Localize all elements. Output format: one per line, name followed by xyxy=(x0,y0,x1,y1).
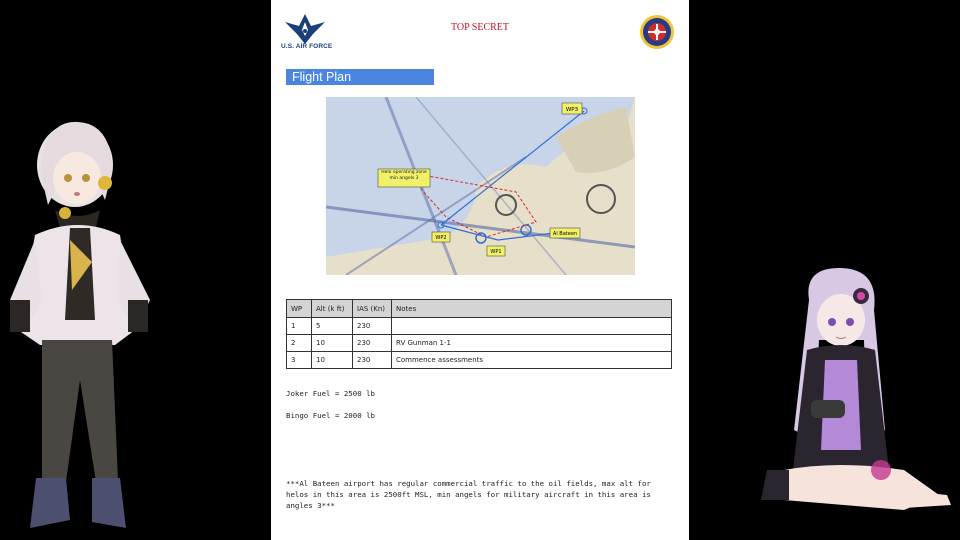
column-header-wp: WP xyxy=(287,300,312,318)
cell-notes: RV Gunman 1-1 xyxy=(392,335,672,352)
document-page xyxy=(271,0,689,540)
cell-wp: 1 xyxy=(287,318,312,335)
cell-alt: 10 xyxy=(312,352,353,369)
map-label-wp2: WP2 xyxy=(435,235,447,241)
table-row xyxy=(287,335,672,352)
standing-anime-character-icon xyxy=(0,0,271,540)
cell-alt: 5 xyxy=(312,318,353,335)
classification-label: TOP SECRET xyxy=(450,22,510,33)
air-force-logo-text: U.S. AIR FORCE xyxy=(281,43,333,50)
section-title: Flight Plan xyxy=(286,69,434,85)
cell-notes xyxy=(392,318,672,335)
map-label-wp1: WP1 xyxy=(490,249,502,255)
cell-ias: 230 xyxy=(353,335,392,352)
footnote-text: ***Al Bateen airport has regular commercial traffic to the oil fields, max alt for helos in this area is 2500ft MSL, min angels for military aircraft in this area is angles 3*** xyxy=(286,479,651,510)
left-sidebar xyxy=(0,0,271,540)
table-row xyxy=(287,352,672,369)
column-header-ias: IAS (Kn) xyxy=(353,300,392,318)
map-label-helo-zone: Helo operating zone min angels 3 xyxy=(381,170,427,181)
table-header-row xyxy=(287,300,672,318)
right-sidebar xyxy=(689,0,960,540)
column-header-alt: Alt (k ft) xyxy=(312,300,353,318)
map-label-wp3: WP3 xyxy=(565,107,579,113)
squadron-patch-icon xyxy=(639,12,675,52)
waypoint-table xyxy=(286,299,672,369)
column-header-notes: Notes xyxy=(392,300,672,318)
kneeling-anime-character-icon xyxy=(689,0,960,540)
cell-ias: 230 xyxy=(353,352,392,369)
cell-wp: 3 xyxy=(287,352,312,369)
cell-ias: 230 xyxy=(353,318,392,335)
cell-wp: 2 xyxy=(287,335,312,352)
bingo-fuel-text: Bingo Fuel = 2000 lb xyxy=(286,411,375,420)
joker-fuel-text: Joker Fuel = 2500 lb xyxy=(286,389,375,398)
flight-plan-map xyxy=(326,97,635,275)
cell-notes: Commence assessments xyxy=(392,352,672,369)
cell-alt: 10 xyxy=(312,335,353,352)
table-row xyxy=(287,318,672,335)
map-label-al-bateen: Al Bateen xyxy=(552,231,578,237)
